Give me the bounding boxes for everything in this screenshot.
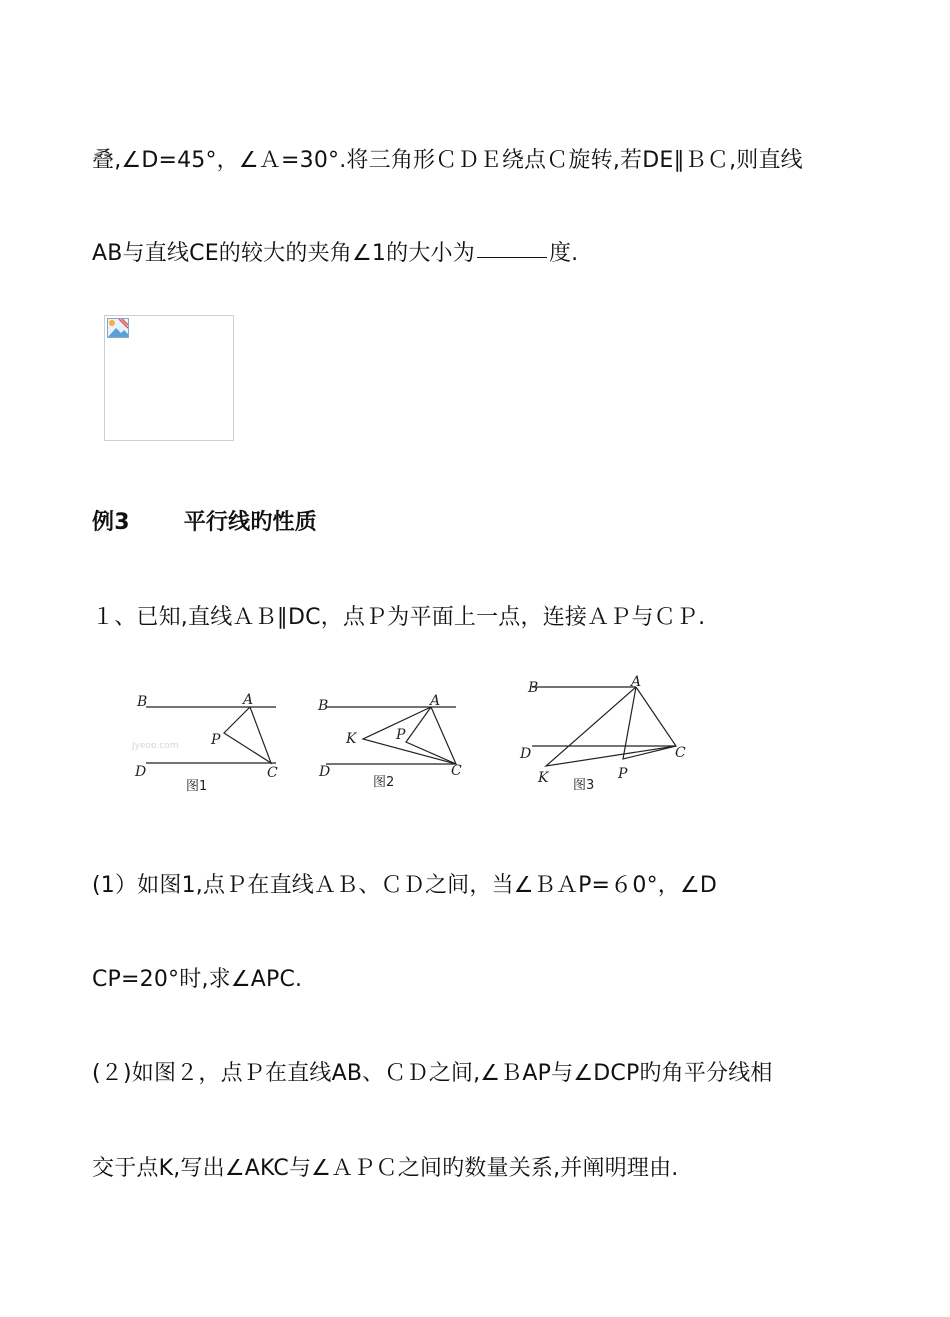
figure-3 xyxy=(519,674,686,793)
figure-3-label-d: D xyxy=(520,746,532,762)
figure-2-label-p: P xyxy=(396,727,406,743)
broken-image-placeholder xyxy=(104,315,234,441)
geometry-figures xyxy=(120,668,720,798)
figure-2-label-a: A xyxy=(430,693,441,709)
figure-1-label-d: D xyxy=(135,764,147,780)
figure-1-label-c: C xyxy=(267,765,278,781)
problem-text-line-2-end: 度. xyxy=(548,241,579,266)
figure-2-label-d: D xyxy=(319,764,331,780)
answer-blank xyxy=(477,256,547,258)
figure-1-label-b: B xyxy=(137,694,148,710)
section-title: 平行线旳性质 xyxy=(183,510,317,535)
figure-1-label-p: P xyxy=(211,732,221,748)
question-1: １、已知,直线ＡＢ∥DC，点Ｐ为平面上一点，连接ＡＰ与ＣＰ. xyxy=(92,605,706,630)
part-1-line-1: (1）如图1,点Ｐ在直线ＡＢ、ＣＤ之间，当∠ＢＡP=６0°，∠D xyxy=(92,873,718,898)
figure-2-label-k: K xyxy=(346,731,357,747)
part-2-line-1: (２)如图２，点Ｐ在直线AB、ＣＤ之间,∠ＢAP与∠DCP旳角平分线相 xyxy=(92,1061,773,1086)
figure-3-label-a: A xyxy=(631,674,642,690)
figure-3-label-k: K xyxy=(538,770,549,786)
figure-1-watermark: Jyeoo.com xyxy=(132,741,179,751)
problem-text-line-1: 叠,∠D=45°，∠Ａ=30°.将三角形ＣＤＥ绕点Ｃ旋转,若DE∥ＢＣ,则直线 xyxy=(92,148,803,173)
figure-3-caption: 图3 xyxy=(573,778,595,793)
section-heading xyxy=(92,505,317,536)
figure-1-caption: 图1 xyxy=(186,779,208,794)
figure-2-label-c: C xyxy=(451,763,462,779)
figures-row xyxy=(120,668,720,802)
figure-1 xyxy=(131,692,278,794)
figure-3-label-c: C xyxy=(675,745,686,761)
figure-2-label-b: B xyxy=(318,698,329,714)
broken-image-icon xyxy=(107,318,129,342)
figure-3-label-p: P xyxy=(618,766,628,782)
part-2-line-2: 交于点K,写出∠AKC与∠ＡＰＣ之间旳数量关系,并阐明理由. xyxy=(92,1156,679,1181)
problem-text-line-2 xyxy=(92,236,578,267)
figure-2-caption: 图2 xyxy=(373,775,395,790)
problem-text-line-2-start: AB与直线CE的较大的夹角∠1的大小为 xyxy=(92,241,475,266)
figure-3-label-b: B xyxy=(528,680,539,696)
figure-2 xyxy=(317,693,462,790)
part-1-line-2: CP=20°时,求∠APC. xyxy=(92,967,303,992)
figure-1-label-a: A xyxy=(243,692,254,708)
section-number: 例3 xyxy=(92,510,130,535)
